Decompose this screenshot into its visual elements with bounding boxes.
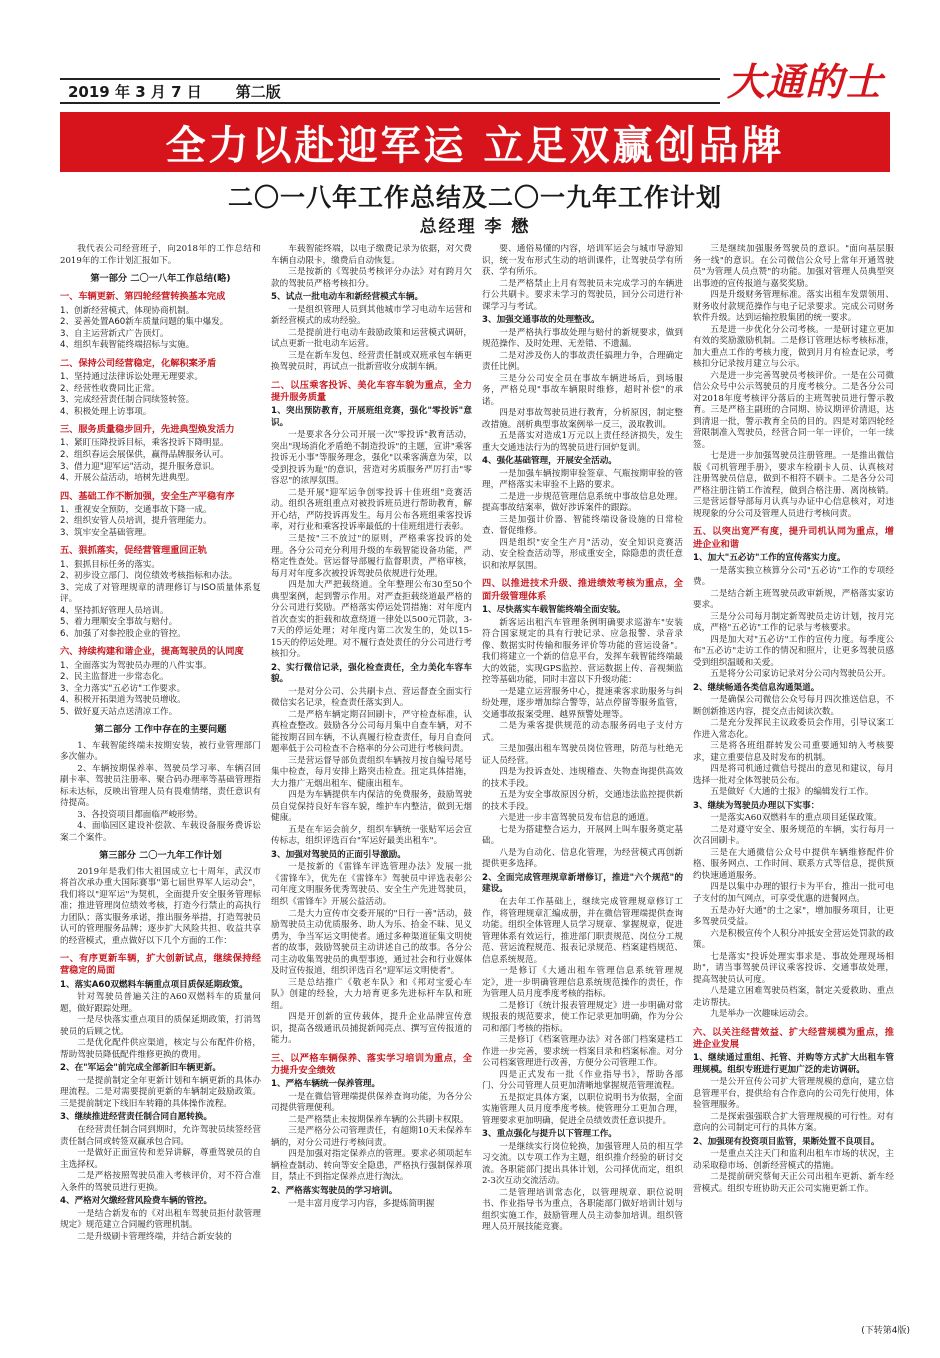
paragraph: 二是严格禁止上月有驾驶员未完成学习的车辆进行公共刷卡。要求未学习的驾驶员，回分公司进行补课学习与考试。 — [482, 278, 683, 312]
list-item: 1、重视安全预防，交通事故下降一成。 — [60, 504, 212, 515]
paragraph: 新客运出租汽车管理条例明确要求巡游车"安装符合国家规定的具有行驶记录、应急报警、录音录像、数据实时传输和服务评价等功能的营运设备"。我们将建立一个新的信息平台，发挥车载智能终端最大的效能，实现GPS监控、营运数据上传、音视频监控等基础功能，同时丰富以下升级功能： — [482, 617, 683, 686]
paragraph: 四是升级财务管理标准。落实出租车发票领用、财务收付款规范操作与电子记录要求。完成公司财务软件升级。达到运输控股集团的统一要求。 — [693, 290, 894, 324]
list-item: 2、经营性收费同比正常。 — [60, 383, 160, 394]
item-heading: 1、严格车辆统一保养管理。 — [271, 1079, 381, 1090]
list-item: 3、筑牢安全基础管理。 — [60, 527, 152, 538]
item-heading: 2、加强现有投资项目监管，果断处置不良项目。 — [693, 1136, 880, 1147]
item-heading: 1、落实A60双燃料车辆重点项目质保延期政策。 — [60, 979, 248, 990]
item-heading: 2、继续畅通各类信息沟通渠道。 — [693, 682, 820, 693]
item-heading: 2、在"军运会"前完成全部新旧车辆更新。 — [60, 1063, 222, 1074]
paragraph: 三是加强计价器、智能终端设备设施的日常检查、督促维修。 — [482, 514, 683, 537]
list-item: 1、坚持通过法律诉讼处理无理要求。 — [60, 372, 203, 383]
item-heading: 2、严格落实驾驶员的学习培训。 — [271, 1185, 398, 1196]
paragraph: 五是将分公司家访记录对分公司内驾驶员公开。 — [710, 669, 891, 680]
paragraph: 2、车辆按期保养率、驾驶员学习率、车辆召回刷卡率、驾驶员注册率、聚合码办理率等基础管理指标未达标，反映出管理人员有畏难情绪，责任意识有待提高。 — [60, 763, 261, 809]
list-item: 2、组织安管人员培训，提升管理能力。 — [60, 516, 212, 527]
paragraph: 二是进一步规范管理信息系统中事故信息处理。提高事故结案率，做好涉诉案件的跟踪。 — [482, 491, 683, 514]
article-byline: 总经理 李 懋 — [419, 217, 531, 237]
subsection-heading: 五、狠抓落实，促经营管理重回正轨 — [60, 545, 207, 557]
paragraph: 要、通俗易懂的内容，培训军运会与城市导游知识，统一发布形式生动的培训课件，让驾驶员学有所获、学有所乐。 — [482, 244, 683, 278]
paragraph: 四是加大对"五必访"工作的宣传力度。每季度公布"五必访"走访工作的情况和照片，让更多驾驶员感受到组织温暖和关爱。 — [693, 634, 894, 668]
subsection-heading: 三、以严格车辆保养、落实学习培训为重点，全力提升安全绩效 — [271, 1052, 472, 1077]
paragraph: 一是确保公司微信公众号每月四次推送信息，不断创新推送内容，提交点击阅读次数。 — [693, 695, 894, 717]
paragraph: 五是进一步优化分公司考核。一是研讨建立更加有效的奖励激励机制。二是修订管理达标考核标准，加大重点工作的考核力度，做到月月有检查记录，考核扣分记录按月建立与公示。 — [693, 324, 894, 370]
paragraph: 二是对遵守安全、服务规范的车辆，实行每月一次召回刷卡。 — [693, 824, 894, 847]
list-item: 3、全力落实"五必访"工作要求。 — [60, 683, 186, 694]
list-item: 3、完成了对管理规章的清理修订与ISO质量体系复评。 — [60, 582, 261, 605]
paragraph: 一是严格执行事故处理与赔付的新规要求，做到规范操作、及时处理、无差错、不遗漏。 — [482, 327, 683, 350]
paragraph: 二是开展"迎军运争创零投诉十佳班组"竞赛活动。组织各班组重点对被投诉班员进行帮助教育，解开心结，严防投诉再发生。每月公布各班组乘客投诉率，对行业和乘客投诉率最低的十佳班组进行表彰。 — [271, 487, 472, 533]
article-title: 二〇一八年工作总结及二〇一九年工作计划 — [227, 183, 722, 212]
paragraph: 五是拟定具体方案，以职位说明书为依据，全面实施管理人员月度季度考核。使管理分工更加合理，管理要求更加明确，促进全员绩效责任意识提升。 — [482, 1092, 683, 1126]
paragraph: 八是为自动化、信息化管理，为经营模式再创新提供更多选择。 — [482, 847, 683, 870]
subsection-heading: 二、保持公司经营稳定，化解积案矛盾 — [60, 357, 217, 369]
date-bar — [60, 78, 720, 104]
paragraph: 六是进一步完善驾驶员考核评价。一是在公司微信公众号中公示驾驶员的月度考核分。二是各分公司对2018年度考核评分落后的主班驾驶员进行警示教育。三是严格主副班的合同期、协议期评价清退，达到清退一批，警示教育全员的目的。四是对第四轮经营限制准入驾驶员，经营合同一年一评价，一年一续签。 — [693, 370, 894, 450]
paragraph: 四是将司机通过微信号提出的意见和建议，每月选择一批对全体驾驶员公布。 — [693, 764, 894, 786]
item-heading: 3、加强对驾驶员的正面引导激励。 — [271, 849, 406, 860]
paragraph: 2019年是我们伟大祖国成立七十周年，武汉市将首次承办重大国际赛事"第七届世界军人运动会"，我们将以"迎军运"为契机，全面提升安全服务管理标准；推进管理岗位绩效考核，打造今行禁止的高执行力团队；落实服务承诺，推出服务举措，打造驾驶员认可的管理服务品牌；逐步扩大风险共担、收益共享的经营模式，重点做好以下几个方面的工作： — [60, 866, 261, 946]
paragraph: 四是组织"安全生产月"活动，安全知识竞赛活动、安全检查活动等，形成重安全，除隐患的责任意识和浓厚氛围。 — [482, 537, 683, 571]
paragraph: 四是正式发布一批《作业指导书》，帮助各部门、分公司管理人员更加清晰地掌握规范管理流程。 — [482, 1069, 683, 1092]
list-item: 2、妥善处置A60新车质量问题的集中爆发。 — [60, 317, 229, 328]
paragraph: 二是为乘客提供规范的动态服务码电子支付方式。 — [482, 721, 683, 743]
paragraph: 二是对涉及伤人的事故责任搞理力争，合理确定责任比例。 — [482, 350, 683, 373]
list-item: 1、狠抓目标任务的落实。 — [60, 559, 160, 570]
paragraph: 一是做好正面宣传和差异讲解，尊重驾驶员的自主选择权。 — [60, 1148, 261, 1170]
list-item: 3、自主运营新式广告顶灯。 — [60, 328, 169, 339]
paragraph: 三是修订《档案管理办法》对各部门档案建档工作进一步完善，要求统一档案目录和档案标准。对分公司档案管理进行改善，方便分公司管理工作。 — [482, 1035, 683, 1069]
newspaper-logo: 大通的士 — [726, 59, 883, 104]
paragraph: 二是严格禁止未按期保养车辆的公共刷卡权限。 — [288, 1114, 469, 1125]
section-heading: 第三部分 二〇一九年工作计划 — [99, 850, 222, 862]
paragraph: 四是加大严把载绕道。全年整理公布30至50个典型案例，起到警示作用。对严查拒载绕道最严格的分公司进行奖励。严格落实停运处罚措施：对年度内首次查实的拒载和故意绕道一律处以500元罚款，3-7天的停运处理；对年度内第二次发生的，处以15-15天的停运处理。对不履行查处责任的分公司进行考核扣分。 — [271, 580, 472, 660]
paragraph: 二是严格车辆定期召回刷卡，严守检查标准，认真检查整改。鼓励各分公司每月集中自查车辆，对不能按期召回车辆，不认真履行检查责任，每月自查问题率低于公司检查不合格率的分公司进行考核问责。 — [271, 709, 472, 755]
list-item: 1、全面落实为驾驶员办理的八件实事。 — [60, 660, 212, 671]
paragraph: 二是提前研究蔡甸天正公司出租车更新、新车经营模式。组织专班协助天正公司实施更新工作。 — [693, 1172, 894, 1194]
item-heading: 4、强化基础管理，开展安全活动。 — [482, 456, 617, 467]
subsection-heading: 四、以推进技术升级、推进绩效考核为重点，全面升级管理体系 — [482, 578, 683, 602]
column-4 — [693, 244, 894, 1334]
paragraph: 四是为车辆提供车内保洁的免费服务，鼓励驾驶员自觉保持良好车容车貌，维护车内整洁，做到无烟健康。 — [271, 790, 472, 824]
paragraph: 五是在车运会前夕，组织车辆统一张贴军运会宣传标志，组织评选百台"军运好最美出租车"。 — [271, 824, 472, 847]
paragraph: 一是建立运营服务中心，提速乘客求助服务与纠纷处理，逐步增加综合警等，站点停留等服务监管，交通事故报案受理、越界预警处理等。 — [482, 686, 683, 720]
paragraph: 一是提前制定全年更新计划和车辆更新的具体办理流程。二是对需要提前更新的车辆制定鼓励政策。三是提前制定下线旧车转籍的具体操作流程。 — [60, 1075, 261, 1109]
paragraph: 三是总结推广《敬老车队》和《邦对宝爱心车队》创建的经验，大力培育更多先进标杆车队和班组。 — [271, 977, 472, 1011]
list-item: 2、组织春运会展保供，赢得品牌服务认可。 — [60, 449, 229, 460]
paragraph: 三是分公司安全员在事故车辆进场后，到场服务，严格兑现"事故车辆限时维修，超时补偿"的承诺。 — [482, 373, 683, 407]
item-heading: 3、加强交通事故的处理整改。 — [482, 315, 600, 326]
list-item: 3、借力迎"迎军运"活动，提升服务意识。 — [60, 461, 220, 472]
list-item: 2、民主监督进一步常态化。 — [60, 672, 169, 683]
subsection-heading: 三、服务质量稳步回升，先进典型焕发活力 — [60, 424, 235, 436]
paragraph: 一是丰富月度学习内容，多提炼简明握 — [288, 1198, 435, 1209]
paragraph: 二是修订《统计报表管理规定》进一步明确对常规报表的规范要求，使工作记录更加明确，作为分公司和部门考核的指标。 — [482, 1000, 683, 1034]
paragraph: 一是落实A60双燃料车的重点项目延保政策。 — [710, 813, 883, 824]
paragraph: 四是以集中办理的银行卡为平台，推出一批可电子支付的加气网点，可享受优惠的进餐网点。 — [693, 882, 894, 904]
subsection-heading: 六、持续构建和谐企业，提高驾驶员的认同度 — [60, 646, 244, 658]
paragraph: 八是建立困难驾驶员档案，制定关爱救助、重点走访帮扶。 — [693, 986, 894, 1008]
paragraph: 六是积极宣传个人积分冲抵安全营运处罚款的政策。 — [693, 928, 894, 951]
paragraph: 六是进一步丰富驾驶员发布信息的通道。 — [499, 813, 654, 824]
column-1 — [60, 244, 261, 1334]
subsection-heading: 四、基础工作不断加强，安全生产平稳有序 — [60, 490, 235, 502]
subsection-heading: 六、以关注经营效益、扩大经营规模为重点，推进企业发展 — [693, 1026, 894, 1050]
item-heading: 1、突出预防教育，开展班组竞赛，强化"零投诉"意识。 — [271, 406, 472, 428]
paragraph: 一是组织管理人员到其他城市学习电动车运营和新经营模式的成功经验。 — [271, 304, 472, 327]
item-heading: 1、尽快落实车载智能终端全面安装。 — [482, 605, 626, 616]
subsection-heading: 一、有序更新车辆，扩大创新试点，继续保持经营稳定的局面 — [60, 953, 261, 977]
paragraph: 二是大力宣传市交委开展的"日行一善"活动，鼓励驾驶员主动优质服务、助人为乐、拾金不昧、见义勇为，争当军运文明使者。通过多种渠道征集文明使者的故事，鼓励驾驶员主动讲述自己的故事。各分公司主动收集驾驶员的典型事迹，通过社会和行业媒体及时宣传报道，组织评选百名"迎军运文明使者"。 — [271, 908, 472, 977]
paragraph: 二是充分发挥民主议政委员会作用，引导议案工作进入常态化。 — [693, 718, 894, 740]
paragraph: 三是按"三不放过"的原则，严格乘客投诉的处理。各分公司充分利用升级的车载智能设备功能，严格定性查处。营运督导部履行监督职责，严格审核，每月对年度多次被投诉驾驶员依规进行处理。 — [271, 534, 472, 579]
paragraph: 二是结合新主班驾驶员政审新规，严格落实家访要求。 — [693, 588, 894, 611]
paragraph: 一是按新的《雷锋车评选管理办法》发展一批《雷锋车》，优先在《雷锋车》驾驶员中评选表彰公司年度文明服务优秀驾驶员、安全生产先进驾驶员，组织《雷锋车》开展公益活动。 — [271, 862, 472, 907]
paragraph: 五是办好大通"的士之家"，增加服务项目，让更多驾驶员受益。 — [693, 905, 894, 928]
issue-date: 2019 年 3 月 7 日 — [68, 82, 202, 101]
item-heading: 2、实行微信记录，强化检查责任，全力美化车容车貌。 — [271, 662, 472, 685]
section-heading: 第一部分 二〇一八年工作总结(略) — [90, 273, 231, 285]
paragraph: 二是管理培训常态化，以管理规章、职位说明书、作业指导书为重点，各职能部门做好培训计划与组织实施工作，鼓励管理人员主动参加培训。组织管理人员开展技能竞赛。 — [482, 1187, 683, 1233]
paragraph: 在经营责任制合同到期时，允许驾驶员续签经营责任制合同或转签双赢承包合同。 — [60, 1125, 261, 1147]
paragraph: 一是对分公司、公共刷卡点、营运督查全面实行微信实名记录，检查责任落实到人。 — [271, 686, 472, 709]
headline-text: 全力以赴迎军运 立足双赢创品牌 — [165, 122, 785, 169]
paragraph: 一是重点关注天门和监利出租车市场的状况，主动采取稳市场、创新经营模式的措施。 — [693, 1149, 894, 1171]
paragraph: 五是为安全事故原因分析，交通违法监控提供新的技术手段。 — [482, 790, 683, 812]
list-item: 4、组织车载智能终端招标与实施。 — [60, 340, 195, 351]
paragraph: 二是提前进行电动车鼓励政策和运营模式调研，试点更新一批电动车运营。 — [271, 327, 472, 350]
paragraph: 三是加强出租车驾驶员岗位管理，防范与杜绝无证人员经营。 — [482, 744, 683, 766]
paragraph: 二是严格按照驾驶员准入考核评价，对不符合准入条件的驾驶员进行更换。 — [60, 1171, 261, 1193]
item-heading: 2、全面完成管理规章新增修订，推进"六个规范"的建设。 — [482, 872, 683, 895]
paragraph: 一是修订《大通出租车管理信息系统管理规定》，进一步明确管理信息系统规范操作的责任，作为管理人员月度季度考核的指标。 — [482, 966, 683, 1000]
column-3 — [482, 244, 683, 1334]
item-heading: 1、加大"五必访"工作的宣传落实力度。 — [693, 553, 846, 564]
paragraph: 3、各投资项目都面临严峻形势。 — [77, 809, 203, 820]
paragraph: 我代表公司经营班子，向2018年的工作总结和2019年的工作计划汇报如下。 — [60, 244, 261, 266]
item-heading: 1、继续通过重组、托管、并购等方式扩大出租车管理规模。组织专班进行更加广泛的走访调研。 — [693, 1053, 894, 1075]
paragraph: 三是继续加强服务驾驶员的意识。"面向基层服务一线"的意识。在公司微信公众号上常年开通驾驶员"为管理人员点赞"的功能。加强对管理人员典型突出事迹的宣传报道与嘉奖奖励。 — [693, 244, 894, 289]
item-heading: 5、试点一批电动车和新经营模式车辆。 — [271, 292, 424, 303]
list-item: 5、做好夏天站点送清凉工作。 — [60, 706, 178, 717]
paragraph: 五是做好《大通的士报》的编辑发行工作。 — [710, 787, 874, 798]
subsection-heading: 二、以压乘客投诉、美化车容车貌为重点，全力提升服务质量 — [271, 379, 472, 403]
list-item: 6、加强了对参控股企业的管控。 — [60, 628, 186, 639]
paragraph: 四是为投诉查处、违规稽查、失物查询提供高效的技术手段。 — [482, 767, 683, 789]
paragraph: 三是营运督导部负责组织车辆按月按自编号尾号集中检查，每月安排上路突击检查。扭定具体措施，大力推广无烟出租车、健康出租车。 — [271, 755, 472, 789]
item-heading: 3、继续为驾驶员办理以下实事： — [693, 800, 820, 811]
paragraph: 一是在微信管理端提供保养查询功能，为各分公司提供管理便利。 — [271, 1091, 472, 1114]
list-item: 4、坚持抓好管理人员培训。 — [60, 605, 169, 616]
list-item: 4、积极处理上访事项。 — [60, 406, 152, 417]
masthead — [60, 54, 890, 110]
paragraph: 车载智能终端，以电子缴费记录为依据，对欠费车辆自动限卡，缴费后自动恢复。 — [271, 244, 472, 266]
column-2 — [271, 244, 472, 1334]
list-item: 5、着力理顺安全事故与赔付。 — [60, 617, 178, 628]
paragraph: 七是落实"投诉处理实事求是、事故处理现场相助"，请当事驾驶员评议乘客投诉、交通事故处理，提高驾驶员认可度。 — [693, 951, 894, 985]
edition-label: 第二版 — [235, 82, 281, 101]
item-heading: 3、继续推进经营责任制合同自愿转换。 — [60, 1112, 213, 1123]
paragraph: 1、车载智能终端未按期安装，被行业管理部门多次催办。 — [60, 740, 261, 763]
paragraph: 七是进一步加强驾驶员注册管理。一是推出微信版《司机管理手册》，要求车检刷卡人员、认真核对注册驾驶员信息，做到不相符不刷卡。二是各分公司严格注册注销工作流程，做到合格注册、离岗核销。三是营运督导部每月认真与办证中心信息核对，对违规现象的分公司及管理人员进行考核问责。 — [693, 451, 894, 519]
paragraph: 一是尽快落实重点项目的质保延期政策，打消驾驶员的后顾之忧。 — [60, 1015, 261, 1037]
section-heading: 第二部分 工作中存在的主要问题 — [94, 724, 227, 736]
continued-note: (下转第4版) — [861, 1326, 910, 1336]
paragraph: 一是结合新发布的《对出租车驾驶员拒付款管理规定》规范建立合同履约管理机制。 — [60, 1208, 261, 1231]
paragraph: 七是为搭建整合运力，开展网上叫车服务奠定基础。 — [482, 824, 683, 847]
list-item: 4、开展公益活动，培树先进典型。 — [60, 473, 195, 484]
paragraph: 三是在新车发包、经营责任制或双班承包车辆更换驾驶员时，再试点一批新营收分成制车辆。 — [271, 350, 472, 373]
paragraph: 五是落实对造成1万元以上责任经济损失，发生重大交通违法行为的驾驶员进行回炉复训。 — [482, 431, 683, 453]
paragraph: 一是加强车辆按期审验签章、气瓶按期审验的管理，严格落实未审验不上路的要求。 — [482, 468, 683, 491]
paragraph: 针对驾驶员普遍关注的A60双燃料车的质量问题，做好跟踪处理。 — [60, 992, 261, 1014]
paragraph: 三是严格分公司管理责任，有超期10天未保养车辆的，对分公司进行考核问责。 — [271, 1126, 472, 1148]
list-item: 3、完成经营责任制合同续签转签。 — [60, 395, 195, 406]
paragraph: 在去年工作基础上，继续完成管理规章修订工作，将管理规章汇编成册，并在微信管理端提供查询功能。组织全体管理人员学习规章、掌握规章，促进管理体系有效运行，推进部门职责规范、岗位分工规范、营运流程规范、报表记录规范、档案建档规范、信息系统规范。 — [482, 896, 683, 965]
paragraph: 4、面临园区建设补偿款、车载设备服务费诉讼案二个案件。 — [60, 821, 261, 843]
paragraph: 三是分公司每月制定新驾驶员走访计划，按月完成，严格"五必访"工作的记录与考核要求。 — [693, 611, 894, 634]
paragraph: 四是加强对指定保养点的管理。要求必须项起车辆检查制动、转向等安全隐患，严格执行强制保养项目，禁止不到指定保养点进行淘汰。 — [271, 1149, 472, 1183]
paragraph: 二是升级刷卡管理终端，并结合新安装的 — [77, 1231, 232, 1242]
paragraph: 四是开创新的宣传载体，提升企业品牌宣传意识，提高各级通讯员捕捉新闻亮点、撰写宣传报道的能力。 — [271, 1012, 472, 1046]
paragraph: 一是要求各分公司开展一次"零投诉"教育活动，突出"现场消化矛盾绝不制造投诉"的主题，宣讲"乘客投诉无小事"等服务理念，强化"以乘客满意为荣，以受到投诉为耻"的意识，营造对劣质服务严厉打击"零容忍"的浓厚氛围。 — [271, 430, 472, 487]
list-item: 4、积极开拓渠道为驾驶员增收。 — [60, 695, 186, 706]
subsection-heading: 五、以突出宽严有度，提升司机认同为重点，增进企业和谐 — [693, 526, 894, 550]
list-item: 2、初步设立部门、岗位绩效考核指标和办法。 — [60, 571, 238, 582]
article-body — [60, 244, 910, 1334]
paragraph: 四是对事故驾驶员进行教育，分析原因，制定整改措施。剖析典型事故案例举一反三，汲取教训。 — [482, 408, 683, 430]
paragraph: 三是在大通微信公众号中提供车辆维修配件价格、服务网点、工作时间、联系方式等信息，提供预约快速通道服务。 — [693, 847, 894, 881]
item-heading: 3、重点强化与提升以下管理工作。 — [482, 1129, 617, 1140]
paragraph: 一是继续实行岗位轮换，加强管理人员的相互学习交流。以专项工作为主题，组织推介经验的研讨交流。各职能部门提出具体计划，公司择优而定，组织2-3次互动交流活动。 — [482, 1141, 683, 1187]
list-item: 1、紧盯压降投诉目标，乘客投诉下降明显。 — [60, 438, 229, 449]
paragraph: 二是探索强强联合扩大管理规模的可行性。对有意向的公司制定可行的具体方案。 — [693, 1111, 894, 1134]
subsection-heading: 一、车辆更新、第四轮经营转换基本完成 — [60, 291, 226, 303]
paragraph: 三是按新的《驾驶员考核评分办法》对有跨月欠款的驾驶员严格考核扣分。 — [271, 267, 472, 289]
paragraph: 一是公开宣传公司扩大管理规模的意向，建立信息管理平台，提供给有合作意向的公司先行使用，体验管理服务。 — [693, 1077, 894, 1111]
paragraph: 九是举办一次趣味运动会。 — [710, 1009, 814, 1020]
headline-banner — [60, 112, 890, 172]
item-heading: 4、严格对欠缴经营风险费车辆的管控。 — [60, 1196, 213, 1207]
list-item: 1、创新经营模式，体现协商机制。 — [60, 305, 195, 316]
paragraph: 二是优化配件供应渠道，核定与公布配件价格，帮助驾驶员降低配件维修更换的费用。 — [60, 1038, 261, 1060]
paragraph: 三是将各班组群转发公司重要通知纳入考核要求，建立重要信息及时发布的机制。 — [693, 741, 894, 763]
paragraph: 一是落实独立核算分公司"五必访"工作的专项经费。 — [693, 565, 894, 588]
